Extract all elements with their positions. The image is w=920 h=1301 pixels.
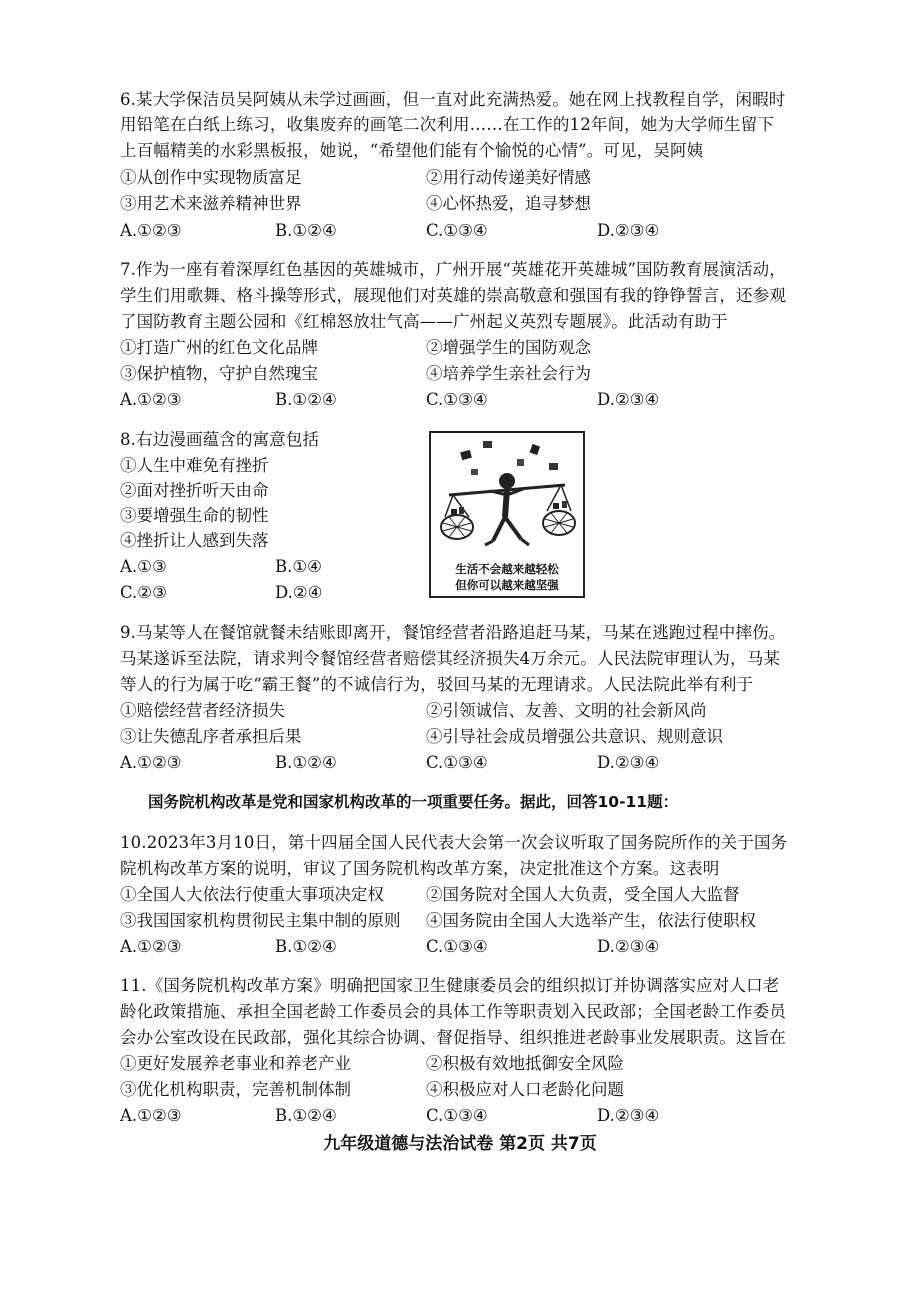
q9-answer-c: C.①③④: [426, 753, 488, 772]
q8-option-3: ③要增强生命的韧性: [120, 506, 269, 525]
q7-answer-a: A.①②③: [120, 390, 182, 409]
q7-answer-d: D.②③④: [597, 390, 660, 409]
q6-answer-b: B.①②④: [275, 221, 337, 240]
q10-stem-line-1: 10.2023年3月10日，第十四届全国人民代表大会第一次会议听取了国务院所作的关于国务: [120, 833, 788, 852]
q11-option-4: ④积极应对人口老龄化问题: [426, 1080, 624, 1099]
q8-option-1: ①人生中难免有挫折: [120, 456, 269, 475]
q8-answer-a: A.①③: [120, 557, 167, 576]
q7-option-1: ①打造广州的红色文化品牌: [120, 338, 318, 357]
q9-option-4: ④引导社会成员增强公共意识、规则意识: [426, 727, 723, 746]
cartoon-caption-line-1: 生活不会越来越轻松: [455, 562, 559, 576]
q6-option-2: ②用行动传递美好情感: [426, 168, 591, 187]
q6-answer-a: A.①②③: [120, 221, 182, 240]
q11-option-1: ①更好发展养老事业和养老产业: [120, 1054, 351, 1073]
q9-option-2: ②引领诚信、友善、文明的社会新风尚: [426, 701, 707, 720]
q6-option-1: ①从创作中实现物质富足: [120, 168, 302, 187]
section-note: 国务院机构改革是党和国家机构改革的一项重要任务。据此，回答10-11题：: [148, 793, 679, 811]
q11-answer-b: B.①②④: [275, 1106, 337, 1125]
q10-option-4: ④国务院由全国人大选举产生，依法行使职权: [426, 911, 756, 930]
page-footer: 九年级道德与法治试卷 第2页 共7页: [323, 1134, 597, 1154]
q6-stem-line-3: 上百幅精美的水彩黑板报，她说，“希望他们能有个愉悦的心情”。可见，吴阿姨: [120, 141, 704, 160]
q7-stem-line-1: 7.作为一座有着深厚红色基因的英雄城市，广州开展“英雄花开英雄城”国防教育展演活动，: [120, 260, 786, 279]
q8-stem: 8.右边漫画蕴含的寓意包括: [120, 430, 320, 449]
q8-answer-c: C.②③: [120, 583, 167, 602]
q9-option-1: ①赔偿经营者经济损失: [120, 701, 285, 720]
q8-answer-b: B.①④: [275, 557, 322, 576]
q9-answer-b: B.①②④: [275, 753, 337, 772]
q9-option-3: ③让失德乱序者承担后果: [120, 727, 302, 746]
q8-option-2: ②面对挫折听天由命: [120, 481, 269, 500]
q10-option-2: ②国务院对全国人大负责，受全国人大监督: [426, 885, 740, 904]
q6-answer-d: D.②③④: [597, 221, 660, 240]
q8-answer-d: D.②④: [275, 583, 323, 602]
q7-answer-c: C.①③④: [426, 390, 488, 409]
q6-stem-line-1: 6.某大学保洁员吴阿姨从未学过画画，但一直对此充满热爱。她在网上找教程自学，闲暇时: [120, 90, 786, 109]
q10-answer-d: D.②③④: [597, 937, 660, 956]
q10-answer-c: C.①③④: [426, 937, 488, 956]
q7-option-4: ④培养学生亲社会行为: [426, 364, 591, 383]
q9-stem-line-2: 马某遂诉至法院，请求判令餐馆经营者赔偿其经济损失4万余元。人民法院审理认为，马某: [120, 649, 780, 668]
q10-option-3: ③我国国家机构贯彻民主集中制的原则: [120, 911, 401, 930]
q9-stem-line-1: 9.马某等人在餐馆就餐未结账即离开，餐馆经营者沿路追赶马某，马某在逃跑过程中摔伤。: [120, 623, 786, 642]
q6-answer-c: C.①③④: [426, 221, 488, 240]
q10-answer-a: A.①②③: [120, 937, 182, 956]
q11-stem-line-2: 龄化政策措施、承担全国老龄工作委员会的具体工作等职责划入民政部；全国老龄工作委员: [120, 1002, 786, 1021]
q6-option-4: ④心怀热爱，追寻梦想: [426, 194, 591, 213]
q11-option-2: ②积极有效地抵御安全风险: [426, 1054, 624, 1073]
q6-option-3: ③用艺术来滋养精神世界: [120, 194, 302, 213]
q11-option-3: ③优化机构职责，完善机制体制: [120, 1080, 351, 1099]
q11-stem-line-1: 11.《国务院机构改革方案》明确把国家卫生健康委员会的组织拟订并协调落实应对人口老: [120, 976, 780, 995]
q9-answer-d: D.②③④: [597, 753, 660, 772]
q6-stem-line-2: 用铅笔在白纸上练习，收集废弃的画笔二次利用……在工作的12年间，她为大学师生留下: [120, 115, 774, 134]
q7-option-3: ③保护植物，守护自然瑰宝: [120, 364, 318, 383]
q11-answer-a: A.①②③: [120, 1106, 182, 1125]
q10-stem-line-2: 院机构改革方案的说明，审议了国务院机构改革方案，决定批准这个方案。这表明: [120, 859, 720, 878]
cartoon-caption-line-2: 但你可以越来越坚强: [455, 578, 559, 592]
q9-answer-a: A.①②③: [120, 753, 182, 772]
q7-option-2: ②增强学生的国防观念: [426, 338, 591, 357]
cartoon-illustration: [429, 431, 585, 598]
q7-stem-line-3: 了国防教育主题公园和《红棉怒放壮气高——广州起义英烈专题展》。此活动有助于: [120, 312, 728, 331]
q11-stem-line-3: 会办公室改设在民政部，强化其综合协调、督促指导、组织推进老龄事业发展职责。这旨在: [120, 1028, 786, 1047]
q11-answer-c: C.①③④: [426, 1106, 488, 1125]
q10-answer-b: B.①②④: [275, 937, 337, 956]
q7-stem-line-2: 学生们用歌舞、格斗操等形式，展现他们对英雄的崇高敬意和强国有我的铮铮誓言，还参观: [120, 286, 786, 305]
q11-answer-d: D.②③④: [597, 1106, 660, 1125]
q8-option-4: ④挫折让人感到失落: [120, 531, 269, 550]
q9-stem-line-3: 等人的行为属于吃“霸王餐”的不诚信行为，驳回马某的无理请求。人民法院此举有利于: [120, 675, 754, 694]
q7-answer-b: B.①②④: [275, 390, 337, 409]
cartoon-drawing: [431, 433, 583, 559]
q10-option-1: ①全国人大依法行使重大事项决定权: [120, 885, 384, 904]
